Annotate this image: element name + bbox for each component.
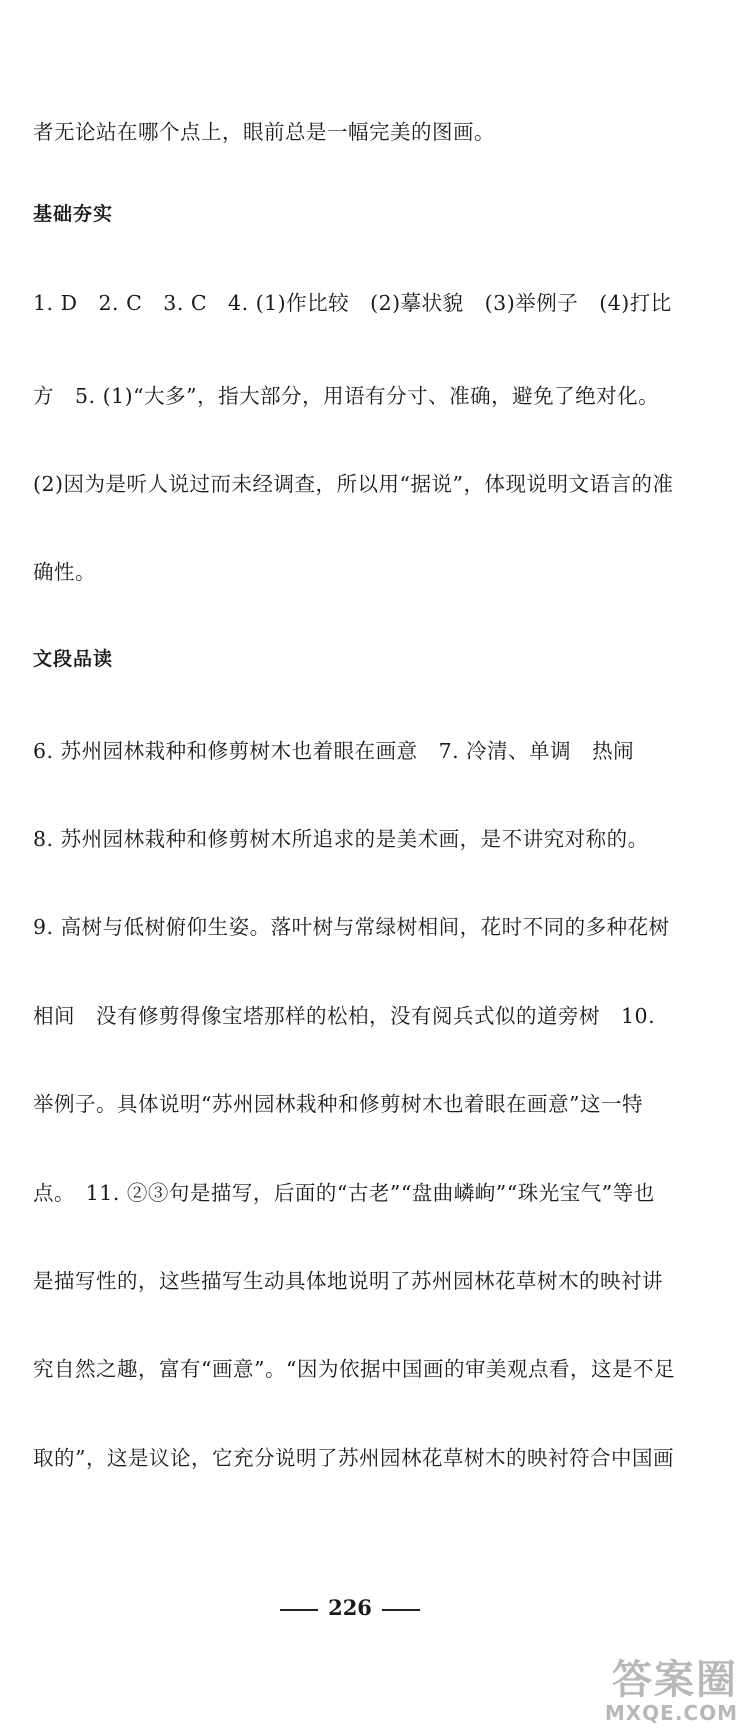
text-line-12: 是描写性的，这些描写生动具体地说明了苏州园林花草树木的映衬讲	[33, 1269, 663, 1293]
page-number-dash-left	[280, 1609, 318, 1611]
text-line-14: 取的”，这是议论，它充分说明了苏州园林花草树木的映衬符合中国画	[33, 1446, 674, 1470]
text-line-3: 方 5. (1)“大多”，指大部分，用语有分寸、准确，避免了绝对化。	[33, 384, 660, 408]
text-line-13: 究自然之趣，富有“画意”。“因为依据中国画的审美观点看，这是不足	[33, 1357, 675, 1381]
text-line-7: 8. 苏州园林栽种和修剪树木所追求的是美术画，是不讲究对称的。	[33, 827, 649, 851]
text-line-6: 6. 苏州园林栽种和修剪树木也着眼在画意 7. 冷清、单调 热闹	[33, 739, 635, 763]
section-heading-reading: 文段品读	[33, 648, 114, 670]
text-line-1: 者无论站在哪个点上，眼前总是一幅完美的图画。	[33, 120, 495, 144]
page-number-value: 226	[328, 1595, 372, 1620]
text-line-5: 确性。	[33, 560, 96, 584]
site-watermark	[605, 1658, 738, 1724]
section-heading-foundation: 基础夯实	[33, 203, 114, 225]
page-number-dash-right	[382, 1609, 420, 1611]
page-number	[0, 1595, 700, 1620]
text-line-8: 9. 高树与低树俯仰生姿。落叶树与常绿树相间，花时不同的多种花树	[33, 915, 670, 939]
watermark-en-text: MXQE.COM	[604, 1701, 738, 1725]
text-line-9: 相间 没有修剪得像宝塔那样的松柏，没有阅兵式似的道旁树 10.	[33, 1004, 656, 1028]
text-line-2: 1. D 2. C 3. C 4. (1)作比较 (2)摹状貌 (3)举例子 (4)打比	[33, 291, 672, 315]
text-line-11: 点。 11. ②③句是描写，后面的“古老”“盘曲嶙峋”“珠光宝气”等也	[33, 1181, 655, 1205]
text-line-10: 举例子。具体说明“苏州园林栽种和修剪树木也着眼在画意”这一特	[33, 1092, 643, 1116]
watermark-cn-text: 答案圈	[612, 1657, 738, 1703]
text-line-4: (2)因为是听人说过而未经调查，所以用“据说”，体现说明文语言的准	[33, 472, 674, 496]
